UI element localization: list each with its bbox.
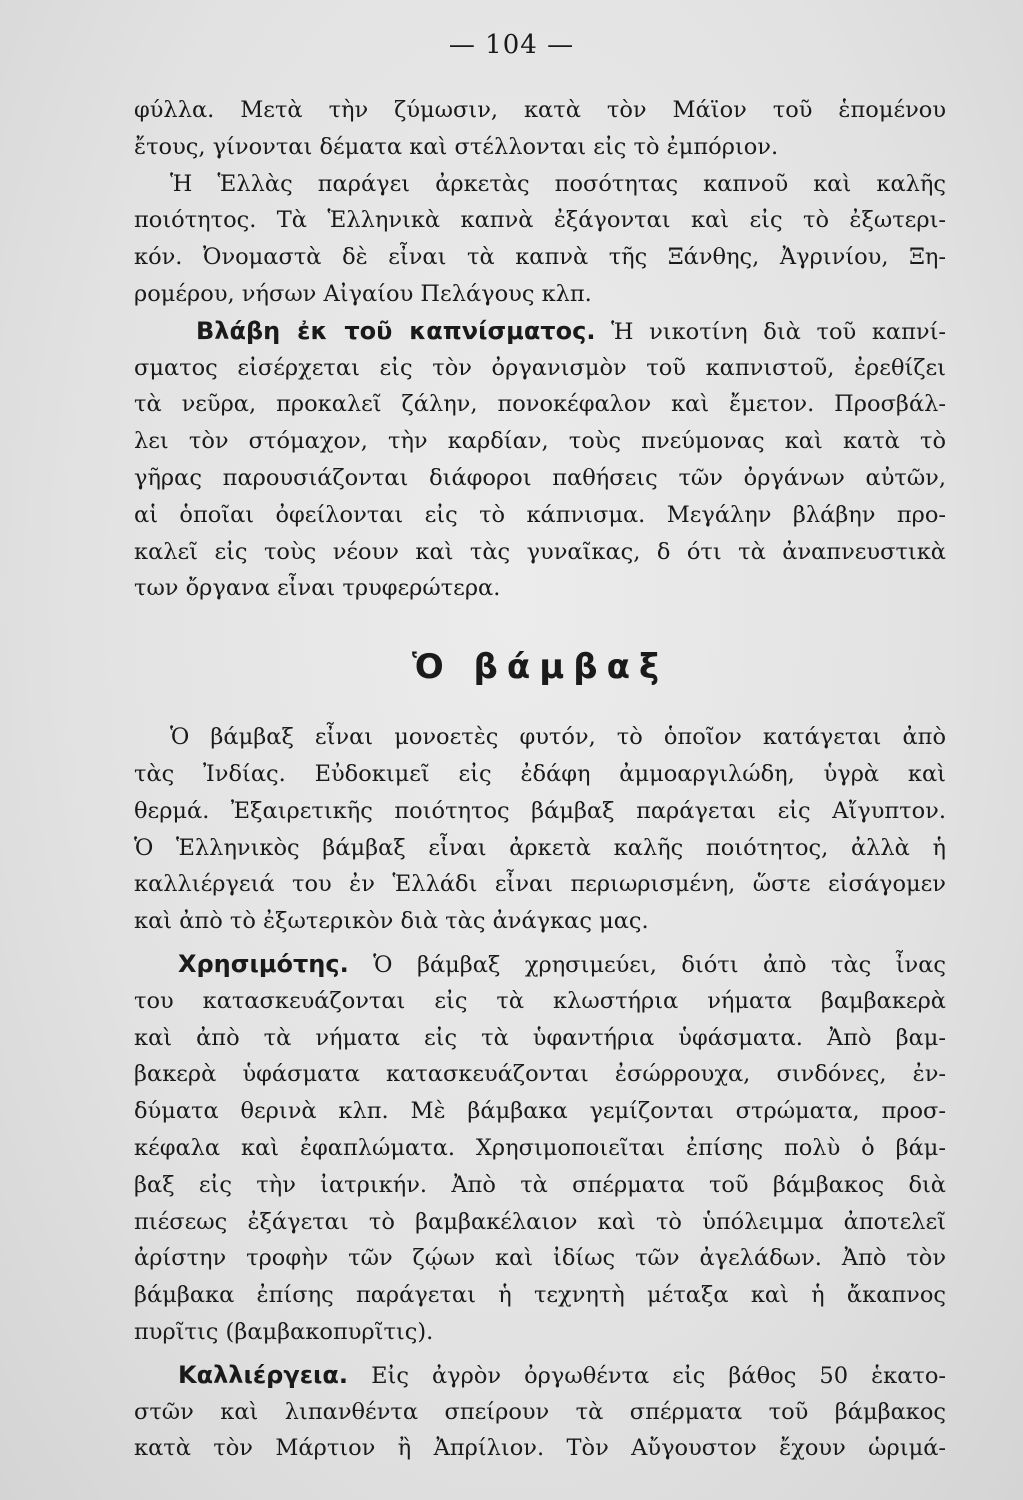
paragraph-cotton-usefulness [134,946,946,1351]
section-title-cotton: Ὁ βάμβαξ [411,647,669,688]
text-line: Ὁ βάμβαξ εἶναι μονοετὲς φυτόν, τὸ ὁποῖον κατάγεται ἀπὸ [170,724,946,751]
text-line [134,1357,946,1394]
paragraph-cotton-cultivation [134,1357,946,1467]
text-line: Ἡ Ἑλλὰς παράγει ἀρκετὰς ποσότητας καπνοῦ καὶ καλῆς [170,170,946,197]
text-line: ἔτους, γίνονται δέματα καὶ στέλλονται εἰς τὸ ἐμπόριον. [134,133,779,160]
text-line [134,313,946,350]
text-line: καὶ ἀπὸ τὰ νήματα εἰς τὰ ὑφαντήρια ὑφάσματα. Ἀπὸ βαμ- [134,1024,946,1051]
text-line: καλεῖ εἰς τοὺς νέουν καὶ τὰς γυναῖκας, δ ότι τὰ ἀναπνευστικὰ [134,538,946,565]
text-fragment: Εἰς ἀγρὸν ὀργωθέντα εἰς βάθος 50 ἑκατο- [371,1362,946,1389]
text-line: σματος εἰσέρχεται εἰς τὸν ὀργανισμὸν τοῦ καπνιστοῦ, ἐρεθίζει [134,354,946,381]
text-line: θερμά. Ἐξαιρετικῆς ποιότητος βάμβαξ παράγεται εἰς Αἴγυπτον. [134,797,946,824]
heading-cultivation: Καλλιέργεια. [178,1360,349,1389]
text-line: κατὰ τὸν Μάρτιον ἢ Ἀπρίλιον. Τὸν Αὔγουστον ἔχουν ὡριμά- [134,1435,946,1462]
text-line: λει τὸν στόμαχον, τὴν καρδίαν, τοὺς πνεύμονας καὶ κατὰ τὸ [134,428,946,455]
paragraph-smoking-harm [134,313,946,607]
text-line: δύματα θερινὰ κλπ. Μὲ βάμβακα γεμίζονται στρώματα, προσ- [134,1098,946,1125]
text-line: Ὁ Ἑλληνικὸς βάμβαξ εἶναι ἀρκετὰ καλῆς ποιότητος, ἀλλὰ ἡ [134,834,946,861]
heading-smoking-harm: Βλάβη ἐκ τοῦ καπνίσματος. [196,316,596,345]
page-number: — 104 — [448,30,575,60]
text-line: αἱ ὁποῖαι ὀφείλονται εἰς τὸ κάπνισμα. Μεγάλην βλάβην προ- [134,501,946,528]
text-line: στῶν καὶ λιπανθέντα σπείρουν τὰ σπέρματα τοῦ βάμβακος [134,1398,946,1425]
heading-usefulness: Χρησιμότης. [178,949,349,978]
text-line: βάμβακα ἐπίσης παράγεται ἡ τεχνητὴ μέταξα καὶ ἡ ἄκαπνος [134,1282,946,1309]
text-line: καλλιέργειά του ἐν Ἑλλάδι εἶναι περιωρισμένη, ὥστε εἰσάγομεν [134,871,946,898]
text-line: πυρῖτις (βαμβακοπυρῖτις). [134,1318,434,1345]
text-line: πιέσεως ἐξάγεται τὸ βαμβακέλαιον καὶ τὸ ὑπόλειμμα ἀποτελεῖ [134,1208,946,1235]
text-line: ρομέρου, νήσων Αἰγαίου Πελάγους κλπ. [134,280,592,307]
text-fragment: Ὁ βάμβαξ χρησιμεύει, διότι ἀπὸ τὰς ἶνας [373,951,946,978]
text-line: βακερὰ ὑφάσματα κατασκευάζονται ἐσώρρουχα, σινδόνες, ἐν- [134,1061,946,1088]
paragraph-tobacco-trade [134,92,946,313]
paragraph-cotton-intro [134,719,946,940]
text-fragment: Ἡ νικοτίνη διὰ τοῦ καπνί- [611,318,946,345]
text-line: βαξ εἰς τὴν ἰατρικήν. Ἀπὸ τὰ σπέρματα τοῦ βάμβακος διὰ [134,1171,946,1198]
text-line: τὰ νεῦρα, προκαλεῖ ζάλην, πονοκέφαλον καὶ ἔμετον. Προσβάλ- [134,391,946,418]
text-line: τὰς Ἰνδίας. Εὐδοκιμεῖ εἰς ἐδάφη ἀμμοαργιλώδη, ὑγρὰ καὶ [134,760,946,787]
text-line: κόν. Ὀνομαστὰ δὲ εἶναι τὰ καπνὰ τῆς Ξάνθης, Ἀγρινίου, Ξη- [134,244,946,271]
text-line [134,946,946,983]
text-line: φύλλα. Μετὰ τὴν ζύμωσιν, κατὰ τὸν Μάϊον τοῦ ἑπομένου [134,97,946,123]
text-line: των ὄργανα εἶναι τρυφερώτερα. [134,575,501,602]
text-line: γῆρας παρουσιάζονται διάφοροι παθήσεις τῶν ὀργάνων αὐτῶν, [134,464,946,491]
page-body [134,92,946,1467]
text-line: κέφαλα καὶ ἐφαπλώματα. Χρησιμοποιεῖται ἐπίσης πολὺ ὁ βάμ- [134,1134,946,1161]
text-line: καὶ ἀπὸ τὸ ἐξωτερικὸν διὰ τὰς ἀνάγκας μας. [134,908,649,935]
text-line: ἀρίστην τροφὴν τῶν ζῴων καὶ ἰδίως τῶν ἀγελάδων. Ἀπὸ τὸν [134,1245,946,1272]
text-line: του κατασκευάζονται εἰς τὰ κλωστήρια νήματα βαμβακερὰ [134,987,946,1014]
text-line: ποιότητος. Τὰ Ἑλληνικὰ καπνὰ ἐξάγονται καὶ εἰς τὸ ἐξωτερι- [134,207,946,234]
